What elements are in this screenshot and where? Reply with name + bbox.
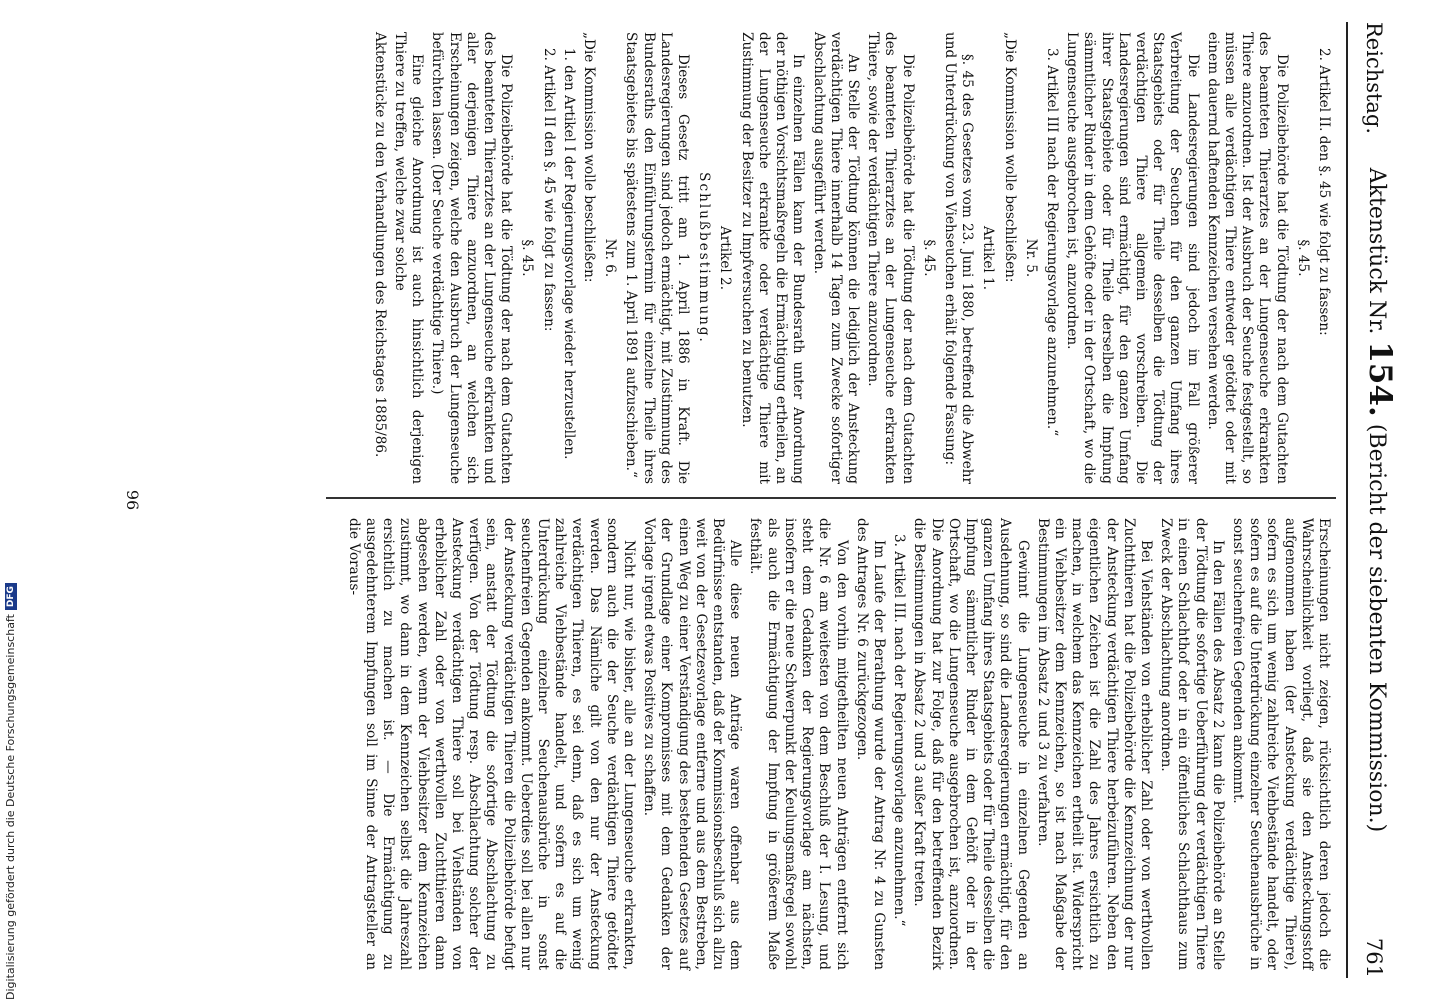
text-paragraph: Dieses Gesetz tritt am 1. April 1886 in Kraft. Die Landesregierungen sind jedoch ermächtigt, mit Zustimmung des Bundesraths den Einführungstermin für einzelne Theile ihres Staatsgebietes bis spätestens zum 1. April 1891 aufzuschieben.“	[623, 32, 692, 484]
credit-text: Digitalisierung gefördert durch die Deutsche Forschungsgemeinschaft	[4, 614, 17, 1000]
text-paragraph: Die Polizeibehörde hat die Tödtung der nach dem Gutachten des beamteten Thierarztes an der Lungenseuche erkrankten Thiere anzuordnen. Ist der Ausbruch der Seuche festgestellt, so müssen alle verdächtigen Thiere entweder getödtet oder mit einem dauernd haftenden Kennzeichen versehen werden.	[1204, 32, 1290, 484]
text-paragraph: Die Polizeibehörde hat die Tödtung der nach dem Gutachten des beamteten Thierarztes an der Lungenseuche erkrankten und aller derjenigen Thiere anzuordnen, an welchen sich Erscheinungen zeigen, welche den Ausbruch der Lungenseuche befürchten lassen. (Der Seuche verdächtige Thiere.)	[429, 32, 515, 484]
dfg-logo: DFG	[5, 583, 17, 610]
text-paragraph: Gewinnt die Lungenseuche in einzelnen Gegenden an Ausdehnung, so sind die Landesregierungen ermächtigt, für den ganzen Umfang ihres Staatsgebiets oder für Theile desselben die Impfung sämmtlicher Rinder in dem Gehöft oder in der Ortschaft, wo die Lungenseuche ausgebrochen ist, anzuordnen. Die Anordnung hat zur Folge, daß für den betreffenden Bezirk die Bestimmungen in Absatz 2 und 3 außer Kraft treten.	[911, 518, 1031, 970]
document-number: 154.	[1362, 341, 1398, 417]
text-paragraph: Aktenstücke zu den Verhandlungen des Reichstages 1885/86.	[371, 32, 388, 458]
text-paragraph: Bei Viehständen von erheblicher Zahl oder von werthvollen Zuchtthieren hat die Polizeibehörde die Kennzeichnung der nur der Ansteckung verdächtigen Thiere herbeizuführen. Neben den eigentlichen Zeichen ist die Zahl des Jahres ersichtlich zu machen, in welchem das Kennzeichen ertheilt ist. Widerspricht ein Viehbesitzer dem Kennzeichen, so ist nach Maßgabe der Bestimmungen im Absatz 2 und 3 zu verfahren.	[1034, 518, 1154, 970]
section-heading: Nr. 5.	[1022, 238, 1039, 278]
text-paragraph: 3. Artikel III nach der Regierungsvorlage anzunehmen.“	[1043, 48, 1060, 437]
section-heading: Artikel 2.	[717, 225, 734, 291]
text-paragraph: Alle diese neuen Anträge waren offenbar aus dem Bedürfnisse entstanden, daß der Kommissionsbeschluß sich allzu weit von der Gesetzesvorlage entferne und aus dem Bestreben, einen Weg zu einer Verständigung des bestehenden Gesetzes auf der Grundlage einer Kompromisses mit dem Gedanken der Vorlage irgend etwas Positives zu schaffen.	[641, 518, 744, 970]
digitization-credit	[4, 583, 17, 1000]
text-paragraph: 3. Artikel III. nach der Regierungsvorlage anzunehmen.“	[891, 534, 908, 927]
text-paragraph: 2. Artikel II. den §. 45 wie folgt zu fassen:	[1316, 48, 1332, 336]
text-paragraph: An Stelle der Tödtung können die lediglich der Ansteckung verdächtigen Thiere innerhalb 14 Tagen zum Zwecke sofortiger Abschlachtung ausgeführt werden.	[810, 32, 861, 484]
section-heading: §. 45.	[519, 239, 536, 277]
section-heading: Schlußbestimmung.	[696, 172, 713, 344]
text-paragraph: Im Laufe der Berathung wurde der Antrag Nr. 4 zu Gunsten des Antrages Nr. 6 zurückgezogen.	[853, 518, 887, 970]
sheet-number: 96	[123, 489, 142, 511]
text-paragraph: In den Fällen des Absatz 2 kann die Polizeibehörde an Stelle der Tödtung die sofortige Ueberführung der verdächtigen Thiere in einen Schlachthof oder in ein öffentliches Schlachthaus zum Zweck der Abschlachtung anordnen.	[1158, 518, 1226, 970]
text-paragraph: „Die Kommission wolle beschließen:	[1001, 32, 1018, 283]
section-heading: §. 45.	[920, 239, 937, 277]
header-middle	[1362, 22, 1398, 978]
page-number: 761	[1362, 937, 1386, 978]
header-left: Reichstag.	[1362, 22, 1386, 135]
header-suffix: (Bericht der siebenten Kommission.)	[1364, 423, 1389, 833]
text-paragraph: Nicht nur, wie bisher, alle an der Lungenseuche erkrankten, sondern auch die der Seuche verdächtigen Thiere getödtet werden. Das Nämliche gilt von den nur der Ansteckung verdächtigen Thieren, es sei denn, daß es sich um wenig zahlreiche Viehbestände handelt, und sofern es auf die Unterdrückung einzelner Seuchenausbrüche in sonst seuchenfreien Gegenden ankommt. Ueberdies soll bei allen nur der Ansteckung verdächtigen Thieren die Polizeibehörde befugt sein, anstatt der Tödtung die sofortige Abschlachtung zu verfügen. Von der Tödtung resp. Abschlachtung solcher der Ansteckung verdächtigen Thiere soll bei Viehständen von erheblicher Zahl oder von werthvollen Zuchtthieren dann abgesehen werden, wenn der Viehbesitzer dem Kennzeichen zustimmt, wo dann in dem Kennzeichen selbst die Jahreszahl ersichtlich zu machen ist. — Die Ermächtigung zu ausgedehnterem Impfungen soll im Sinne der Antragsteller an die Voraus-	[345, 518, 638, 970]
text-paragraph: Die Polizeibehörde hat die Tödtung der nach dem Gutachten des beamteten Thierarztes an der Lungenseuche erkrankten Thiere, sowie der verdächtigen Thiere anzuordnen.	[865, 32, 916, 484]
text-paragraph: Eine gleiche Anordnung ist auch hinsichtlich derjenigen Thiere zu treffen, welche zwar solche	[392, 32, 426, 484]
text-paragraph: §. 45 des Gesetzes vom 23. Juni 1880, betreffend die Abwehr und Unterdrückung von Viehseuchen erhält folgende Fassung:	[941, 32, 976, 484]
right-column	[342, 518, 1332, 970]
section-heading: Nr. 6.	[602, 238, 619, 278]
left-column	[368, 32, 1332, 484]
section-heading: Artikel 1.	[980, 225, 997, 291]
text-paragraph: Erscheinungen nicht zeigen, rücksichtlich deren jedoch die Wahrscheinlichkeit vorliegt, daß sie den Ansteckungsstoff aufgenommen haben (der Ansteckung verdächtige Thiere), sofern es sich um wenig zahlreiche Viehbestände handelt, oder sofern es auf die Unterdrückung einzelner Seuchenausbrüche in sonst seuchenfreien Gegenden ankommt.	[1229, 518, 1332, 970]
text-paragraph: 1. den Artikel I der Regierungsvorlage wieder herzustellen.	[560, 48, 577, 460]
section-heading: §. 45.	[1294, 239, 1311, 277]
text-paragraph: „Die Kommission wolle beschließen:	[581, 32, 598, 283]
header-rule	[1346, 22, 1348, 978]
text-paragraph: Die Landesregierungen sind jedoch im Fall größerer Verbreitung der Seuchen für den ganzen Umfang ihres Staatsgebiets oder für Theile desselben die Tödtung der verdächtigen Thiere allgemein vorschreiben. Die Landesregierungen sind ermächtigt, für den ganzen Umfang ihrer Staatsgebiete oder für Theile derselben die Impfung sämmtlicher Rinder in dem Gehöfte oder in der Ortschaft, wo die Lungenseuche ausgebrochen ist, anzuordnen.	[1064, 32, 1201, 484]
running-header	[1352, 22, 1398, 978]
text-paragraph: 2. Artikel II den §. 45 wie folgt zu fassen:	[540, 48, 557, 332]
text-paragraph: Von den vorhin mitgetheilten neuen Anträgen entfernt sich die Nr. 6 am weitesten von dem Beschluß der I. Lesung, und steht dem Gedanken der Regierungsvorlage am nächsten, insofern er die neue Schwerpunkt der Keulungsmaßregel sowohl als auch die Ermächtigung der Impfung in größerem Maße festhält.	[747, 518, 850, 970]
text-paragraph: In einzelnen Fällen kann der Bundesrath unter Anordnung der nöthigen Vorsichtsmaßregeln die Ermächtigung ertheilen, an der Lungenseuche erkrankte oder verdächtige Thiere mit Zustimmung der Besitzer zu Impfversuchen zu benutzen.	[738, 32, 807, 484]
header-prefix: Aktenstück Nr.	[1364, 167, 1389, 335]
column-divider	[326, 497, 1336, 499]
